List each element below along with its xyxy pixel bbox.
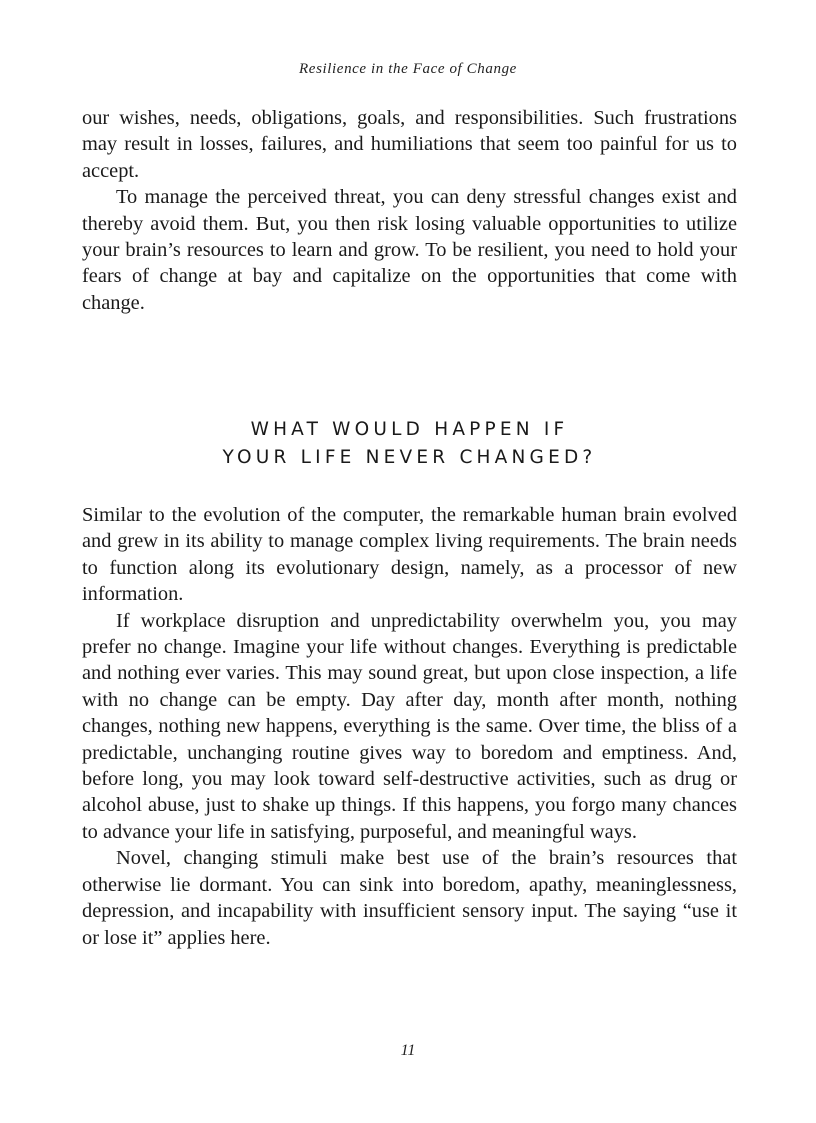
paragraph: Novel, changing stimuli make best use of the brain’s resources that otherwise lie dormant. You can sink into boredom, apathy, meaninglessness, depression, and incapability with insufficient sensory input. The saying “use it or lose it” applies here. [82, 847, 737, 949]
paragraph: To manage the perceived threat, you can deny stressful changes exist and thereby avoid them. But, you then risk losing valuable opportunities to utilize your brain’s resources to learn and grow. To be resilient, you need to hold your fears of change at bay and capitalize on the opportunities that come with change. [82, 186, 737, 314]
section-heading-line-1: WHAT WOULD HAPPEN IF [250, 419, 569, 440]
running-head: Resilience in the Face of Change [299, 61, 517, 77]
body-text-top [82, 105, 737, 316]
paragraph: our wishes, needs, obligations, goals, and responsibilities. Such frustrations may result in losses, failures, and humiliations that seem too painful for us to accept. [82, 107, 737, 182]
body-text-bottom [82, 502, 737, 951]
paragraph: Similar to the evolution of the computer, the remarkable human brain evolved and grew in its ability to manage complex living requirements. The brain needs to function along its evolutionary design, namely, as a processor of new information. [82, 504, 737, 606]
section-heading [82, 416, 737, 472]
section-heading-line-2: YOUR LIFE NEVER CHANGED? [222, 447, 597, 468]
paragraph: If workplace disruption and unpredictability overwhelm you, you may prefer no change. Imagine your life without changes. Everything is predictable and nothing ever varies. This may sound great, but upon close inspection, a life with no change can be empty. Day after day, month after month, nothing changes, nothing new happens, everything is the same. Over time, the bliss of a predictable, unchanging routine gives way to boredom and emptiness. And, before long, you may look toward self-destructive activities, such as drug or alcohol abuse, just to shake up things. If this happens, you forgo many chances to advance your life in satisfying, purposeful, and meaningful ways. [82, 609, 737, 843]
page-number: 11 [400, 1042, 416, 1059]
